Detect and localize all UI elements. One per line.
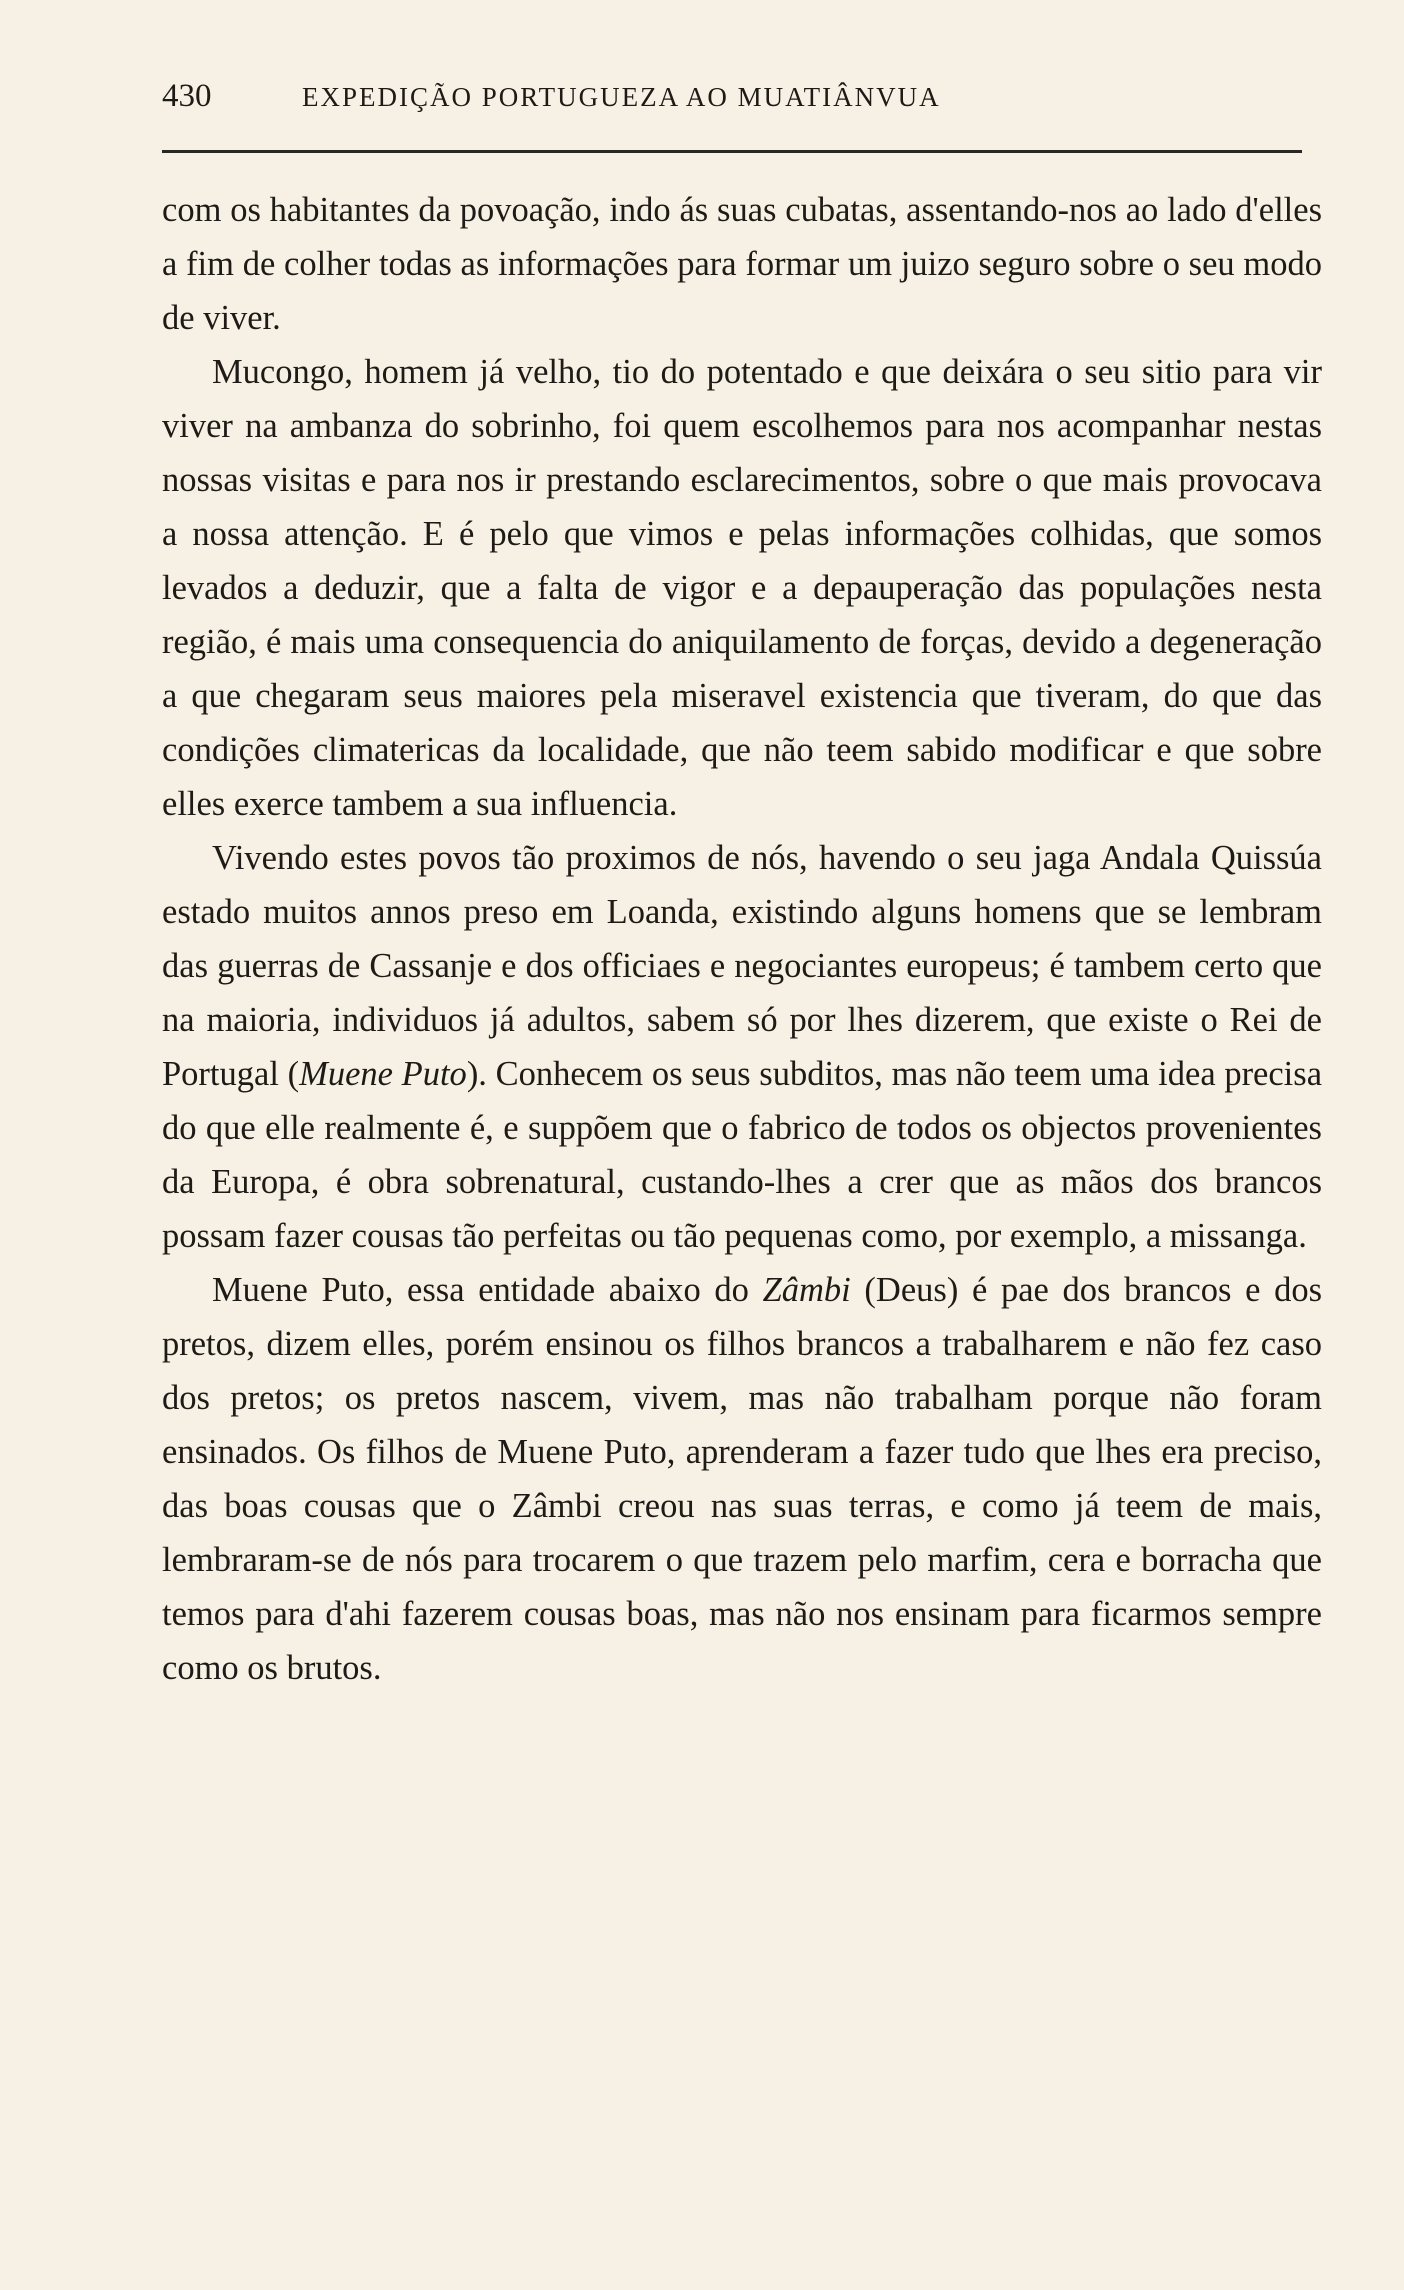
page-number: 430 [162, 78, 212, 114]
paragraph-3-text-b: ). Conhecem os seus subditos, mas não teem uma idea precisa do que elle realmente é, e suppõem que o fabrico de todos os objectos provenientes da Europa, é obra sobrenatural, custando-lhes a crer que as mãos dos brancos possam fazer cousas tão perfeitas ou tão pequenas como, por exemplo, a missanga. [162, 1055, 1323, 1255]
header-rule [162, 150, 1302, 153]
paragraph-2: Mucongo, homem já velho, tio do potentado e que deixára o seu sitio para vir viver na ambanza do sobrinho, foi quem escolhemos para nos acompanhar nestas nossas visitas e para nos ir prestando esclarecimentos, sobre o que mais provocava a nossa attenção. E é pelo que vimos e pelas informações colhidas, que somos levados a deduzir, que a falta de vigor e a depauperação das populações nesta região, é mais uma consequencia do aniquilamento de forças, devido a degeneração a que chegaram seus maiores pela miseravel existencia que tiveram, do que das condições climatericas da localidade, que não teem sabido modificar e que sobre elles exerce tambem a sua influencia. [162, 353, 1322, 823]
running-title: EXPEDIÇÃO PORTUGUEZA AO MUATIÂNVUA [302, 82, 941, 112]
paragraph-4-text-a: Muene Puto, essa entidade abaixo do [212, 1271, 763, 1309]
paragraph-4 [162, 1263, 1322, 1695]
paragraph-3-italic: Muene Puto [299, 1055, 467, 1093]
paragraph-4-italic: Zâmbi [762, 1271, 851, 1309]
paragraph-3 [162, 831, 1322, 1263]
paragraph-4-text-b: (Deus) é pae dos brancos e dos pretos, dizem elles, porém ensinou os filhos brancos a trabalharem e não fez caso dos pretos; os pretos nascem, vivem, mas não trabalham porque não foram ensinados. Os filhos de Muene Puto, aprenderam a fazer tudo que lhes era preciso, das boas cousas que o Zâmbi creou nas suas terras, e como já teem de mais, lembraram-se de nós para trocarem o que trazem pelo marfim, cera e borracha que temos para d'ahi fazerem cousas boas, mas não nos ensinam para ficarmos sempre como os brutos. [162, 1271, 1323, 1687]
page-header [162, 78, 1322, 134]
body-text [162, 183, 1322, 1695]
paragraph-1: com os habitantes da povoação, indo ás suas cubatas, assentando-nos ao lado d'elles a fim de colher todas as informações para formar um juizo seguro sobre o seu modo de viver. [162, 191, 1322, 337]
paragraph-3-text-a: Vivendo estes povos tão proximos de nós, havendo o seu jaga Andala Quissúa estado muitos annos preso em Loanda, existindo alguns homens que se lembram das guerras de Cassanje e dos officiaes e negociantes europeus; é tambem certo que na maioria, individuos já adultos, sabem só por lhes dizerem, que existe o Rei de Portugal ( [162, 839, 1322, 1093]
